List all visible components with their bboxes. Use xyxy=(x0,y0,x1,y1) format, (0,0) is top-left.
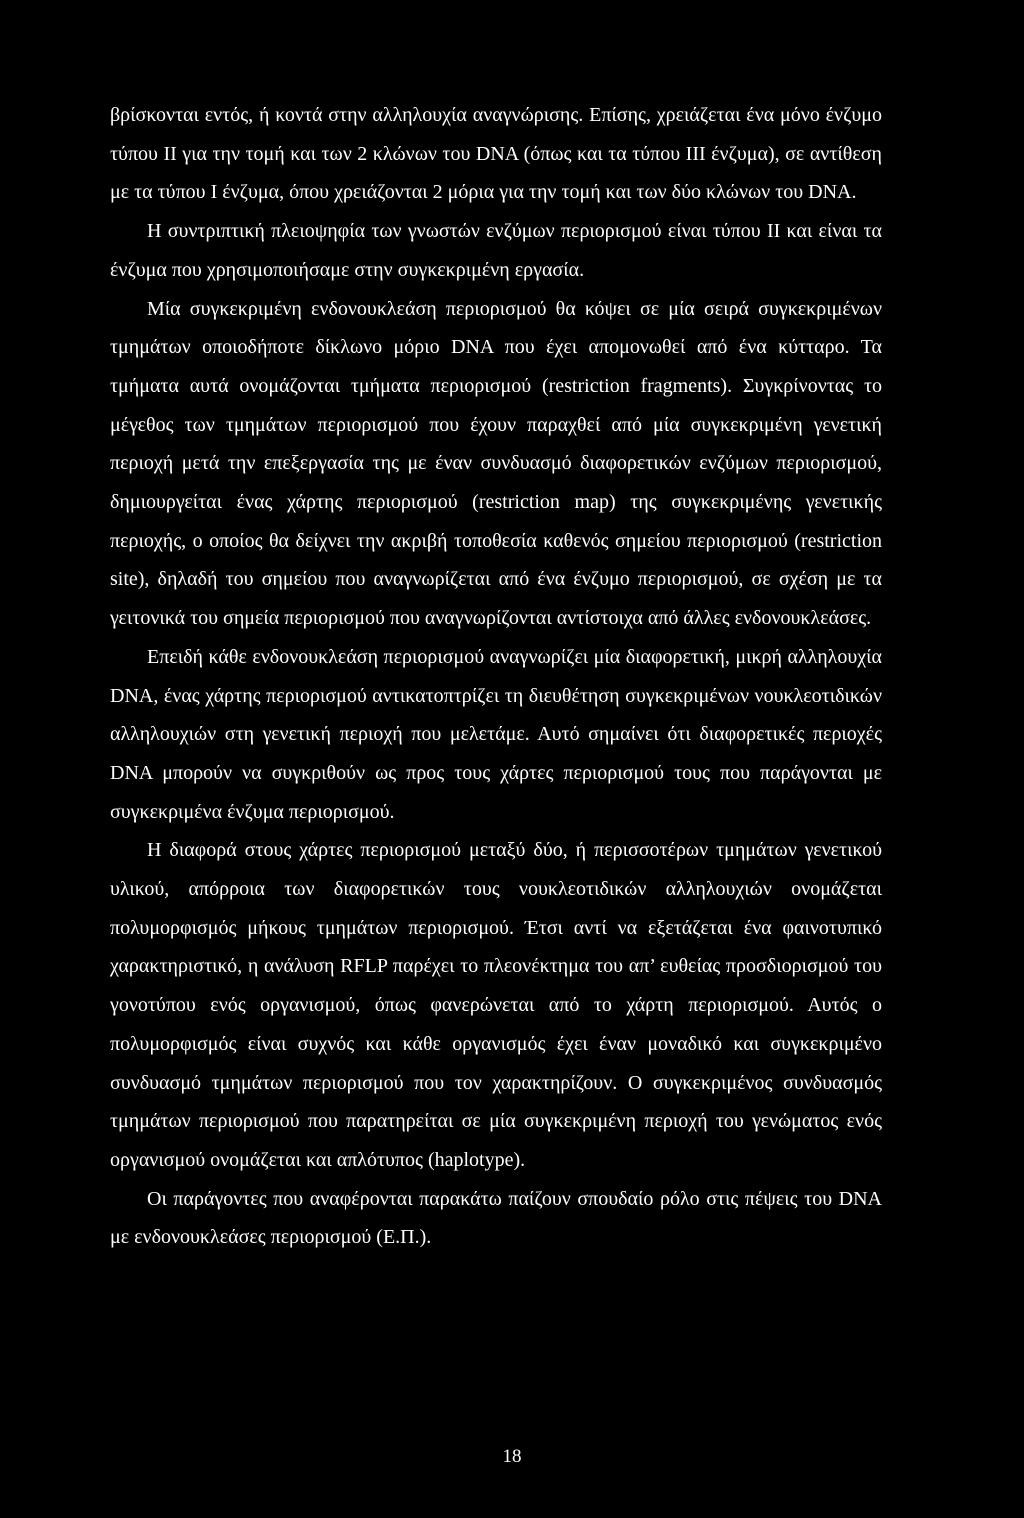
paragraph-restriction-map: Επειδή κάθε ενδονουκλεάση περιορισμού αναγνωρίζει μία διαφορετική, μικρή αλληλουχία DNA, ένας χάρτης περιορισμού αντικατοπτρίζει τη διευθέτηση συγκεκριμένων νουκλεοτιδικών αλληλουχιών στη γενετική περιοχή που μελετάμε. Αυτό σημαίνει ότι διαφορετικές περιοχές DNA μπορούν να συγκριθούν ως προς τους χάρτες περιορισμού τους που παράγονται με συγκεκριμένα ένζυμα περιορισμού. xyxy=(110,645,882,823)
paragraph-factors: Οι παράγοντες που αναφέρονται παρακάτω παίζουν σπουδαίο ρόλο στις πέψεις του DNA με ενδονουκλεάσες περιορισμού (Ε.Π.). xyxy=(110,1187,882,1249)
page-number: 18 xyxy=(502,1446,522,1467)
body-text xyxy=(110,96,882,1257)
paragraph-restriction-fragments: Μία συγκεκριμένη ενδονουκλεάση περιορισμού θα κόψει σε μία σειρά συγκεκριμένων τμημάτων οποιοδήποτε δίκλωνο μόριο DNA που έχει απομονωθεί από ένα κύτταρο. Τα τμήματα αυτά ονομάζονται τμήματα περιορισμού (restriction fragments). Συγκρίνοντας το μέγεθος των τμημάτων περιορισμού που έχουν παραχθεί από μία συγκεκριμένη γενετική περιοχή μετά την επεξεργασία της με έναν συνδυασμό διαφορετικών ενζύμων περιορισμού, δημιουργείται ένας χάρτης περιορισμού (restriction map) της συγκεκριμένης γενετικής περιοχής, ο οποίος θα δείχνει την ακριβή τοποθεσία καθενός σημείου περιορισμού (restriction site), δηλαδή του σημείου που αναγνωρίζεται από ένα ένζυμο περιορισμού, σε σχέση με τα γειτονικά του σημεία περιορισμού που αναγνωρίζονται αντίστοιχα από άλλες ενδονουκλεάσες. xyxy=(110,297,882,630)
paragraph-rflp: Η διαφορά στους χάρτες περιορισμού μεταξύ δύο, ή περισσοτέρων τμημάτων γενετικού υλικού, απόρροια των διαφορετικών τους νουκλεοτιδικών αλληλουχιών ονομάζεται πολυμορφισμός μήκους τμημάτων περιορισμού. Έτσι αντί να εξετάζεται ένα φαινοτυπικό χαρακτηριστικό, η ανάλυση RFLP παρέχει το πλεονέκτημα του απ’ ευθείας προσδιορισμού του γονοτύπου ενός οργανισμού, όπως φανερώνεται από το χάρτη περιορισμού. Αυτός ο πολυμορφισμός είναι συχνός και κάθε οργανισμός έχει έναν μοναδικό και συγκεκριμένο συνδυασμό τμημάτων περιορισμού που τον χαρακτηρίζουν. Ο συγκεκριμένος συνδυασμός τμημάτων περιορισμού που παρατηρείται σε μία συγκεκριμένη περιοχή του γενώματος ενός οργανισμού ονομάζεται και απλότυπος (haplotype). xyxy=(110,839,882,1171)
paragraph-continuation: βρίσκονται εντός, ή κοντά στην αλληλουχία αναγνώρισης. Επίσης, χρειάζεται ένα μόνο ένζυμο τύπου II για την τομή και των 2 κλώνων του DNA (όπως και τα τύπου III ένζυμα), σε αντίθεση με τα τύπου I ένζυμα, όπου χρειάζονται 2 μόρια για την τομή και των δύο κλώνων του DNA. xyxy=(110,104,882,204)
paragraph-type-ii-majority: Η συντριπτική πλειοψηφία των γνωστών ενζύμων περιορισμού είναι τύπου II και είναι τα ένζυμα που χρησιμοποιήσαμε στην συγκεκριμένη εργασία. xyxy=(110,220,882,281)
